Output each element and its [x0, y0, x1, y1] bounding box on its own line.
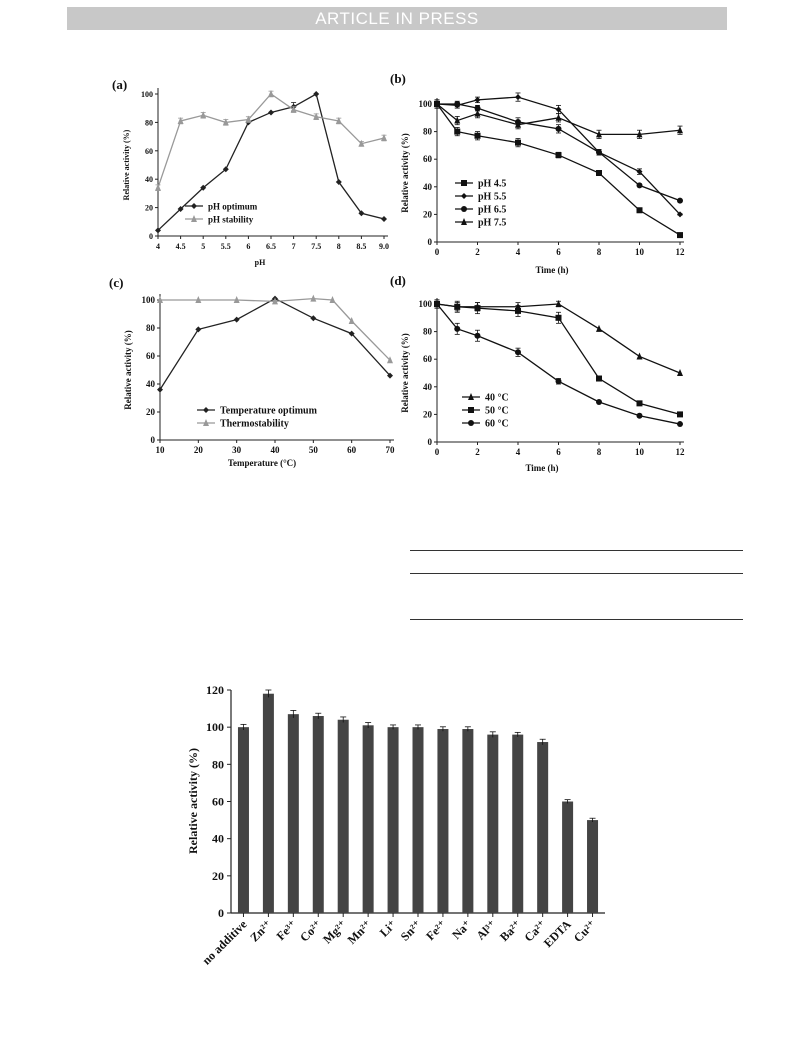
panel-0-xtick-label: 8.5 — [356, 242, 367, 251]
panel-0-xtick-label: 4 — [156, 242, 160, 251]
panel-3-y-axis-label: Relative activity (%) — [400, 333, 410, 413]
panel-2-label: (c) — [109, 275, 124, 290]
panel-3-ytick-label: 80 — [423, 326, 432, 337]
panel-3-series-1-point — [515, 308, 521, 314]
panel-2-ytick-label: 20 — [146, 407, 155, 417]
panel-1-series-0-point — [637, 207, 643, 213]
panel-1-legend-label: pH 5.5 — [478, 191, 507, 203]
bar-chart-bar — [537, 742, 548, 913]
bar-chart-category-label: Fe²⁺ — [423, 917, 450, 944]
panel-3-series-0-point — [596, 325, 602, 332]
bar-chart-bar — [238, 727, 249, 913]
bar-chart-category-label: Al³⁺ — [473, 917, 499, 943]
bar-chart-bar — [388, 727, 399, 913]
panel-1-xtick-label: 8 — [596, 247, 602, 257]
panel-0-series-0-point — [268, 109, 274, 115]
bar-chart-category-label: Co²⁺ — [297, 917, 325, 945]
panel-0-series-0-point — [313, 91, 319, 97]
panel-3-xtick-label: 4 — [515, 447, 521, 457]
panel-3-series-0-point — [637, 352, 643, 359]
panel-2-legend-marker — [203, 407, 209, 413]
bar-chart-ytick-label: 40 — [212, 831, 224, 846]
panel-0-xtick-label: 4.5 — [175, 242, 186, 251]
bar-chart-bar — [363, 725, 374, 913]
bar-chart-category-label: Na⁺ — [449, 917, 474, 942]
bar-chart-bar — [512, 735, 523, 913]
panel-1-series-0-point — [454, 129, 460, 135]
bar-chart-bar — [263, 694, 274, 913]
panel-3-xtick-label: 6 — [556, 447, 561, 457]
panel-0-xtick-label: 5 — [201, 242, 206, 251]
panel-1-series-3-point — [677, 126, 683, 133]
panel-1-series-2-point — [454, 101, 460, 107]
bar-chart-category-label: Mn²⁺ — [344, 917, 375, 947]
panel-3-series-1-point — [596, 376, 602, 382]
panel-3-xtick-label: 8 — [596, 447, 602, 457]
panel-2-series-1-line — [160, 299, 390, 361]
bar-chart-ytick-label: 60 — [212, 794, 224, 809]
bar-chart-y-axis-label: Relative activity (%) — [186, 748, 200, 854]
bar-chart-bar — [487, 735, 498, 913]
panel-1-xtick-label: 10 — [635, 247, 644, 257]
panel-3-series-2-point — [434, 301, 440, 307]
panel-2-ytick-label: 100 — [141, 295, 155, 305]
panel-1-ytick-label: 80 — [423, 126, 432, 137]
panel-1-series-0-point — [556, 152, 562, 158]
panel-1-ytick-label: 60 — [423, 154, 432, 165]
panel-2-legend-label: Temperature optimum — [220, 405, 317, 417]
panel-1-label: (b) — [390, 71, 406, 86]
panel-0-xtick-label: 9.0 — [379, 242, 389, 251]
panel-1-legend-marker — [461, 193, 467, 199]
panel-1-series-0-point — [475, 133, 481, 139]
panel-0-ytick-label: 80 — [145, 118, 153, 128]
panel-1-series-2-point — [596, 149, 602, 155]
panel-1-series-0-point — [515, 140, 521, 146]
bar-chart-bar — [437, 729, 448, 913]
panel-0-xtick-label: 7.5 — [311, 242, 322, 251]
panel-3-xtick-label: 10 — [635, 447, 644, 457]
panel-0-series-1-line — [158, 94, 384, 188]
bar-chart-bar — [313, 716, 324, 913]
panel-2-xtick-label: 30 — [232, 445, 242, 455]
bar-chart-ytick-label: 0 — [218, 906, 224, 920]
bar-chart-bar — [587, 820, 598, 913]
panel-1-y-axis-label: Relative activity (%) — [400, 133, 410, 213]
panel-0-xtick-label: 6.5 — [266, 242, 276, 251]
panel-0-xtick-label: 6 — [246, 242, 251, 251]
bar-chart-category-label: Mg²⁺ — [320, 917, 350, 947]
bar-chart-category-label: Cu²⁺ — [570, 917, 599, 945]
panel-1-xtick-label: 0 — [434, 247, 440, 257]
panel-2-series-0-line — [160, 299, 390, 390]
panel-1-ytick-label: 100 — [418, 99, 432, 109]
panel-3-series-2-point — [677, 421, 683, 427]
panel-2-ytick-label: 80 — [146, 323, 155, 333]
panel-3-series-1-point — [637, 400, 643, 406]
panel-1-xtick-label: 4 — [515, 247, 521, 257]
panel-1-series-0-point — [677, 232, 683, 238]
panel-0-xtick-label: 7 — [291, 242, 296, 251]
bar-chart-ytick-label: 100 — [206, 720, 224, 735]
bar-chart-bar — [288, 714, 299, 913]
panel-2-series-1-point — [310, 295, 316, 302]
bar-chart-category-label: Fe³⁺ — [273, 917, 300, 944]
panel-1-xtick-label: 12 — [675, 247, 685, 257]
panel-3-ytick-label: 100 — [418, 299, 432, 309]
panel-3-xtick-label: 2 — [475, 447, 480, 457]
panel-3-ytick-label: 60 — [423, 354, 432, 365]
panel-0-ytick-label: 60 — [145, 146, 153, 156]
bar-chart-ytick-label: 120 — [206, 683, 224, 697]
panel-0-label: (a) — [112, 77, 128, 92]
panel-1-xtick-label: 6 — [556, 247, 561, 257]
panel-1-xtick-label: 2 — [475, 247, 480, 257]
panel-3-series-2-point — [556, 378, 562, 384]
bar-chart-category-label: no additive — [199, 917, 250, 968]
panel-2-ytick-label: 40 — [146, 379, 155, 389]
panel-0-legend-label: pH optimum — [208, 201, 258, 212]
panel-3-x-axis-label: Time (h) — [525, 463, 559, 473]
bar-chart-category-label: Zn²⁺ — [247, 917, 275, 945]
panel-3-series-1-point — [454, 304, 460, 310]
panel-1-series-0-line — [437, 104, 680, 235]
bar-chart-category-label: Ba²⁺ — [497, 917, 524, 945]
panel-0-ytick-label: 40 — [145, 175, 153, 185]
panel-0-ytick-label: 0 — [149, 232, 153, 241]
panel-2-x-axis-label: Temperature (°C) — [227, 458, 297, 468]
panel-1-ytick-label: 40 — [423, 181, 432, 192]
panel-0-ytick-label: 100 — [141, 90, 153, 99]
panel-0-x-axis-label: pH — [254, 258, 266, 267]
panel-0-xtick-label: 8 — [336, 242, 341, 251]
panel-2-ytick-label: 0 — [150, 435, 155, 445]
panel-1-x-axis-label: Time (h) — [535, 265, 569, 275]
panel-3-legend-marker — [468, 407, 474, 413]
panel-1-series-1-point — [475, 97, 481, 103]
panel-3-ytick-label: 20 — [423, 409, 432, 420]
panel-2-xtick-label: 60 — [347, 445, 357, 455]
banner-text: ARTICLE IN PRESS — [315, 9, 479, 28]
panel-0-xtick-label: 5.5 — [220, 242, 231, 251]
panel-1-series-3-point — [556, 114, 562, 121]
panel-3-legend-label: 40 °C — [485, 392, 509, 404]
panel-0-series-0-point — [381, 216, 387, 222]
panel-3-series-1-point — [475, 305, 481, 311]
panel-1-legend-label: pH 7.5 — [478, 217, 507, 229]
panel-1-legend-label: pH 4.5 — [478, 178, 507, 190]
panel-3-legend-label: 50 °C — [485, 405, 509, 417]
panel-2-y-axis-label: Relative activity (%) — [123, 330, 133, 410]
panel-2-xtick-label: 40 — [270, 445, 280, 455]
bar-chart-bar — [462, 729, 473, 913]
panel-1-series-1-point — [515, 94, 521, 100]
panel-3-series-1-point — [677, 411, 683, 417]
panel-3-label: (d) — [390, 273, 406, 288]
panel-1-series-2-point — [637, 182, 643, 188]
panel-1-ytick-label: 0 — [427, 237, 432, 247]
panel-0-legend-label: pH stability — [208, 214, 254, 225]
panel-1-ytick-label: 20 — [423, 209, 432, 220]
panel-0-y-axis-label: Relative activity (%) — [122, 129, 131, 201]
panel-2-series-0-point — [234, 317, 240, 323]
panel-1-series-0-point — [596, 170, 602, 176]
bar-chart-category-label: Sn²⁺ — [397, 917, 425, 944]
panel-3-xtick-label: 12 — [675, 447, 685, 457]
bar-chart-category-label: EDTA — [540, 917, 574, 951]
bar-chart-bar — [338, 720, 349, 913]
panel-0-ytick-label: 20 — [145, 203, 153, 213]
panel-2-ytick-label: 60 — [146, 351, 155, 361]
panel-3-series-2-point — [596, 399, 602, 405]
bar-chart-ytick-label: 80 — [212, 757, 224, 772]
panel-2-xtick-label: 70 — [385, 445, 395, 455]
panel-3-series-2-point — [475, 333, 481, 339]
bar-chart-category-label: Li⁺ — [376, 917, 400, 940]
panel-1-legend-marker — [461, 180, 467, 186]
panel-3-ytick-label: 0 — [427, 437, 432, 447]
panel-1-series-2-point — [677, 198, 683, 204]
panel-2-legend-label: Thermostability — [220, 418, 289, 430]
panel-1-legend-label: pH 6.5 — [478, 204, 507, 216]
panel-3-xtick-label: 0 — [434, 447, 440, 457]
panel-1-legend-marker — [461, 206, 467, 212]
panel-3-legend-label: 60 °C — [485, 418, 509, 430]
bar-chart-ytick-label: 20 — [212, 868, 224, 883]
panel-1-series-2-point — [556, 126, 562, 132]
panel-2-xtick-label: 10 — [155, 445, 165, 455]
panel-3-ytick-label: 40 — [423, 381, 432, 392]
panel-3-series-2-point — [454, 326, 460, 332]
bar-chart-category-label: Ca²⁺ — [521, 917, 549, 945]
panel-0-legend-marker — [191, 203, 197, 209]
panel-3-series-2-point — [515, 349, 521, 355]
panel-2-xtick-label: 50 — [308, 445, 318, 455]
panel-2-series-0-point — [310, 315, 316, 321]
panel-3-legend-marker — [468, 420, 474, 426]
bar-chart-bar — [413, 727, 424, 913]
panel-3-series-2-point — [637, 413, 643, 419]
panel-3-series-1-point — [556, 315, 562, 321]
panel-2-xtick-label: 20 — [193, 445, 203, 455]
bar-chart-bar — [562, 802, 573, 914]
